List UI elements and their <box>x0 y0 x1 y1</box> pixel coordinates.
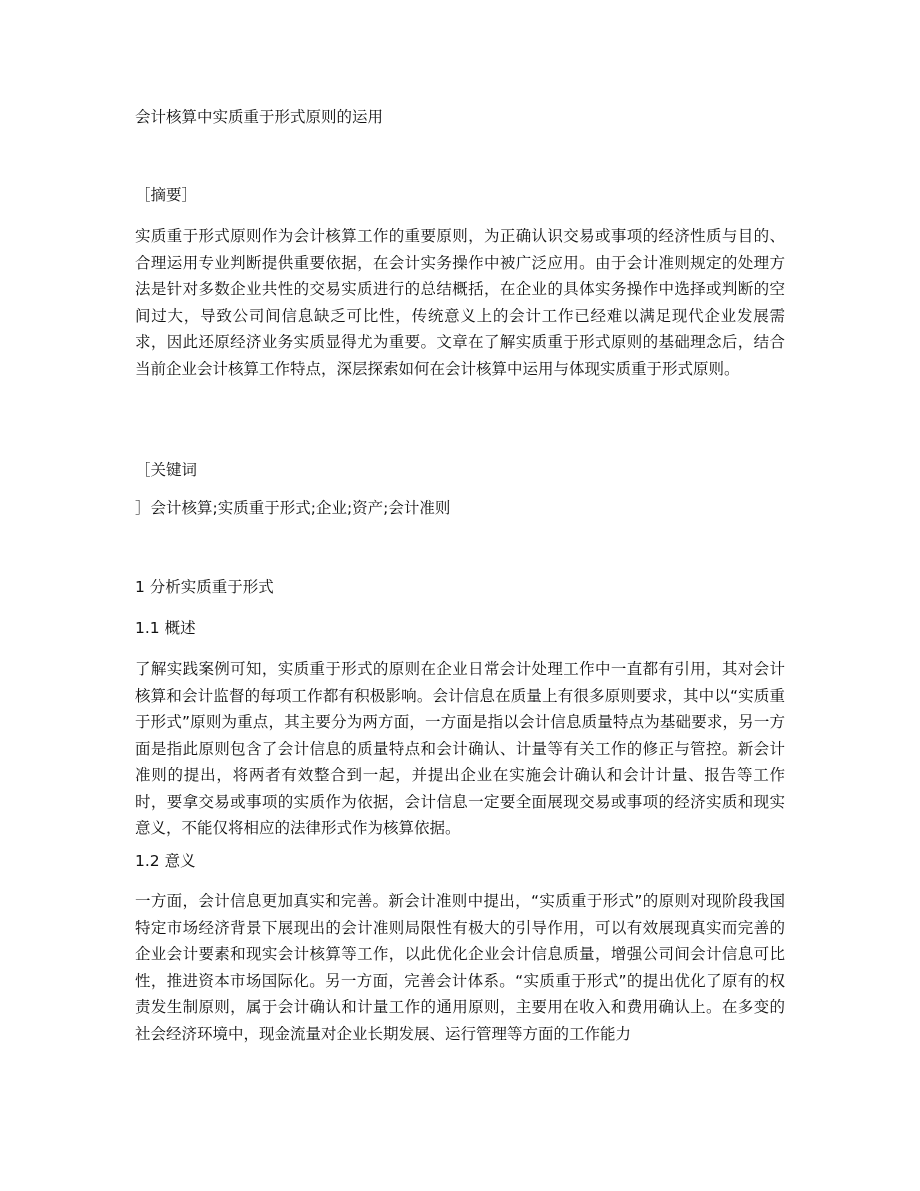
section-1-2-paragraph: 一方面，会计信息更加真实和完善。新会计准则中提出，“实质重于形式”的原则对现阶段我国特定市场经济背景下展现出的会计准则局限性有极大的引导作用，可以有效展现真实而完善的企业会计要素和现实会计核算等工作，以此优化企业会计信息质量，增强公司间会计信息可比性，推进资本市场国际化。另一方面，完善会计体系。“实质重于形式”的提出优化了原有的权责发生制原则，属于会计确认和计量工作的通用原则，主要用在收入和费用确认上。在多变的社会经济环境中，现金流量对企业长期发展、运行管理等方面的工作能力 <box>135 892 785 1043</box>
abstract-paragraph: 实质重于形式原则作为会计核算工作的重要原则，为正确认识交易或事项的经济性质与目的、合理运用专业判断提供重要依据，在会计实务操作中被广泛应用。由于会计准则规定的处理方法是针对多数企业共性的交易实质进行的总结概括，在企业的具体实务操作中选择或判断的空间过大，导致公司间信息缺乏可比性，传统意义上的会计工作已经难以满足现代企业发展需求，因此还原经济业务实质显得尤为重要。文章在了解实质重于形式原则的基础理念后，结合当前企业会计核算工作特点，深层探索如何在会计核算中运用与体现实质重于形式原则。 <box>135 227 785 378</box>
section-1-2-heading: 1.2 意义 <box>135 852 196 870</box>
section-1-heading: 1 分析实质重于形式 <box>135 578 274 596</box>
keywords-text: ］会计核算;实质重于形式;企业;资产;会计准则 <box>135 499 451 517</box>
section-1-1-heading: 1.1 概述 <box>135 619 196 637</box>
keywords-heading: ［关键词 <box>135 461 198 479</box>
section-1-1-paragraph: 了解实践案例可知，实质重于形式的原则在企业日常会计处理工作中一直都有引用，其对会计核算和会计监督的每项工作都有积极影响。会计信息在质量上有很多原则要求，其中以“实质重于形式”原则为重点，其主要分为两方面，一方面是指以会计信息质量特点为基础要求，另一方面是指此原则包含了会计信息的质量特点和会计确认、计量等有关工作的修正与管控。新会计准则的提出，将两者有效整合到一起，并提出企业在实施会计确认和会计计量、报告等工作时，要拿交易或事项的实质作为依据，会计信息一定要全面展现交易或事项的经济实质和现实意义，不能仅将相应的法律形式作为核算依据。 <box>135 660 785 837</box>
document-title: 会计核算中实质重于形式原则的运用 <box>135 108 384 126</box>
abstract-heading: ［摘要］ <box>135 186 198 204</box>
